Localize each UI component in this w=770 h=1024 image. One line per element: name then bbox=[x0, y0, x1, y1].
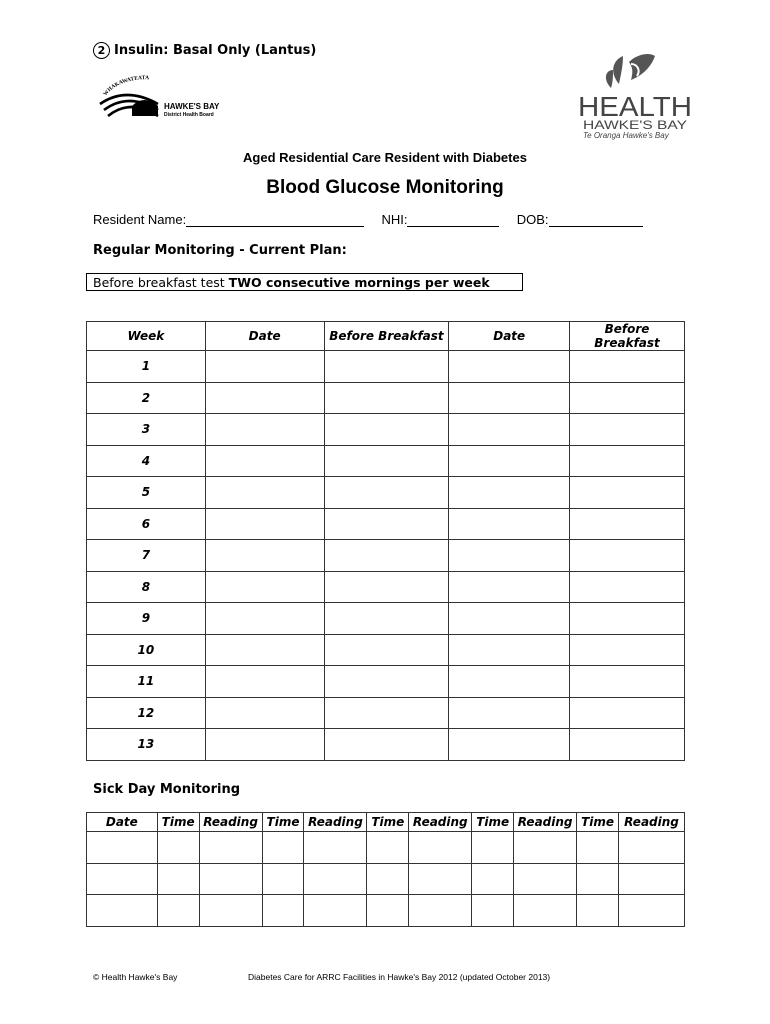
entry-cell[interactable] bbox=[324, 603, 449, 635]
footer-description: Diabetes Care for ARRC Facilities in Hawke's Bay 2012 (updated October 2013) bbox=[248, 972, 551, 982]
logo-name: HAWKE'S BAY bbox=[164, 102, 220, 111]
resident-details bbox=[93, 212, 693, 227]
entry-cell[interactable] bbox=[199, 863, 262, 895]
entry-cell[interactable] bbox=[262, 832, 304, 864]
entry-cell[interactable] bbox=[619, 832, 685, 864]
table-row bbox=[87, 832, 685, 864]
entry-cell[interactable] bbox=[449, 414, 570, 446]
number-badge: 2 bbox=[93, 42, 110, 59]
entry-cell[interactable] bbox=[449, 351, 570, 383]
entry-cell[interactable] bbox=[449, 445, 570, 477]
week-number-cell: 8 bbox=[87, 571, 206, 603]
entry-cell[interactable] bbox=[324, 666, 449, 698]
logo-subname: District Health Board bbox=[164, 112, 214, 118]
entry-cell[interactable] bbox=[472, 832, 514, 864]
entry-cell[interactable] bbox=[570, 445, 685, 477]
table-row bbox=[87, 382, 685, 414]
entry-cell[interactable] bbox=[449, 508, 570, 540]
document-subtitle: Aged Residential Care Resident with Diabetes bbox=[243, 150, 527, 165]
table-row bbox=[87, 351, 685, 383]
entry-cell[interactable] bbox=[409, 895, 472, 927]
entry-cell[interactable] bbox=[324, 540, 449, 572]
entry-cell[interactable] bbox=[205, 697, 324, 729]
table-row bbox=[87, 477, 685, 509]
entry-cell[interactable] bbox=[449, 666, 570, 698]
entry-cell[interactable] bbox=[157, 895, 199, 927]
logo-maori-name: Te Oranga Hawke's Bay bbox=[583, 131, 669, 140]
sick-day-header-cell: Reading bbox=[304, 813, 367, 832]
weekly-header-cell: Week bbox=[87, 322, 206, 351]
document-title: Blood Glucose Monitoring bbox=[266, 177, 504, 198]
entry-cell[interactable] bbox=[157, 863, 199, 895]
entry-cell[interactable] bbox=[324, 571, 449, 603]
sick-day-label: Sick Day Monitoring bbox=[93, 782, 241, 797]
sick-day-header-cell: Reading bbox=[619, 813, 685, 832]
entry-cell[interactable] bbox=[577, 863, 619, 895]
entry-cell[interactable] bbox=[570, 571, 685, 603]
dob-line[interactable] bbox=[549, 212, 643, 227]
sick-day-header-cell: Time bbox=[472, 813, 514, 832]
entry-cell[interactable] bbox=[205, 351, 324, 383]
entry-cell[interactable] bbox=[570, 666, 685, 698]
dob-label: DOB: bbox=[516, 212, 549, 227]
entry-cell[interactable] bbox=[324, 477, 449, 509]
entry-cell[interactable] bbox=[409, 832, 472, 864]
sick-day-header-cell: Reading bbox=[199, 813, 262, 832]
entry-cell[interactable] bbox=[205, 603, 324, 635]
entry-cell[interactable] bbox=[304, 895, 367, 927]
entry-cell[interactable] bbox=[205, 571, 324, 603]
table-row bbox=[87, 863, 685, 895]
table-row bbox=[87, 571, 685, 603]
entry-cell[interactable] bbox=[570, 382, 685, 414]
entry-cell[interactable] bbox=[570, 729, 685, 761]
entry-cell[interactable] bbox=[205, 414, 324, 446]
table-row bbox=[87, 508, 685, 540]
entry-cell[interactable] bbox=[87, 863, 158, 895]
entry-cell[interactable] bbox=[324, 508, 449, 540]
table-row bbox=[87, 666, 685, 698]
entry-cell[interactable] bbox=[262, 895, 304, 927]
resident-name-label: Resident Name: bbox=[93, 212, 187, 227]
entry-cell[interactable] bbox=[324, 697, 449, 729]
entry-cell[interactable] bbox=[570, 414, 685, 446]
entry-cell[interactable] bbox=[87, 895, 158, 927]
week-number-cell: 10 bbox=[87, 634, 206, 666]
entry-cell[interactable] bbox=[199, 832, 262, 864]
entry-cell[interactable] bbox=[304, 832, 367, 864]
sick-day-table bbox=[86, 812, 685, 927]
entry-cell[interactable] bbox=[514, 895, 577, 927]
entry-cell[interactable] bbox=[367, 863, 409, 895]
entry-cell[interactable] bbox=[324, 729, 449, 761]
footer-copyright: © Health Hawke's Bay bbox=[93, 972, 178, 982]
entry-cell[interactable] bbox=[449, 729, 570, 761]
table-row bbox=[87, 540, 685, 572]
entry-cell[interactable] bbox=[619, 863, 685, 895]
week-number-cell: 4 bbox=[87, 445, 206, 477]
weekly-header-cell: Before Breakfast bbox=[324, 322, 449, 351]
entry-cell[interactable] bbox=[514, 863, 577, 895]
week-number-cell: 9 bbox=[87, 603, 206, 635]
entry-cell[interactable] bbox=[205, 729, 324, 761]
entry-cell[interactable] bbox=[157, 832, 199, 864]
entry-cell[interactable] bbox=[199, 895, 262, 927]
entry-cell[interactable] bbox=[619, 895, 685, 927]
week-number-cell: 6 bbox=[87, 508, 206, 540]
entry-cell[interactable] bbox=[262, 863, 304, 895]
sick-day-header-cell: Time bbox=[577, 813, 619, 832]
entry-cell[interactable] bbox=[87, 832, 158, 864]
entry-cell[interactable] bbox=[367, 895, 409, 927]
entry-cell[interactable] bbox=[570, 477, 685, 509]
entry-cell[interactable] bbox=[205, 540, 324, 572]
plan-emphasis: TWO consecutive mornings per week bbox=[228, 275, 490, 290]
table-row bbox=[87, 729, 685, 761]
sick-day-header-cell: Time bbox=[367, 813, 409, 832]
entry-cell[interactable] bbox=[570, 508, 685, 540]
entry-cell[interactable] bbox=[409, 863, 472, 895]
week-number-cell: 12 bbox=[87, 697, 206, 729]
health-hawkes-bay-logo bbox=[575, 50, 695, 140]
nhi-label: NHI: bbox=[381, 212, 408, 227]
logo-arc-text: WHAKAWATEATA bbox=[102, 75, 150, 98]
table-row bbox=[87, 603, 685, 635]
sick-day-header-cell: Time bbox=[262, 813, 304, 832]
document-label bbox=[93, 42, 316, 59]
sick-day-header-cell: Reading bbox=[514, 813, 577, 832]
week-number-cell: 1 bbox=[87, 351, 206, 383]
table-row bbox=[87, 697, 685, 729]
entry-cell[interactable] bbox=[449, 634, 570, 666]
document-label-text: Insulin: Basal Only (Lantus) bbox=[114, 43, 317, 58]
entry-cell[interactable] bbox=[449, 477, 570, 509]
entry-cell[interactable] bbox=[472, 895, 514, 927]
plan-prefix: Before breakfast test bbox=[93, 275, 229, 290]
week-number-cell: 11 bbox=[87, 666, 206, 698]
entry-cell[interactable] bbox=[449, 540, 570, 572]
regular-monitoring-label: Regular Monitoring - Current Plan: bbox=[93, 243, 347, 258]
entry-cell[interactable] bbox=[514, 832, 577, 864]
week-number-cell: 3 bbox=[87, 414, 206, 446]
entry-cell[interactable] bbox=[324, 634, 449, 666]
entry-cell[interactable] bbox=[577, 832, 619, 864]
sick-day-header-cell: Time bbox=[157, 813, 199, 832]
logo-hawkes-bay: HAWKE'S BAY bbox=[583, 118, 687, 132]
week-number-cell: 7 bbox=[87, 540, 206, 572]
entry-cell[interactable] bbox=[205, 382, 324, 414]
entry-cell[interactable] bbox=[449, 571, 570, 603]
current-plan-box bbox=[86, 273, 523, 291]
entry-cell[interactable] bbox=[205, 666, 324, 698]
week-number-cell: 5 bbox=[87, 477, 206, 509]
sick-day-header-cell: Date bbox=[87, 813, 158, 832]
entry-cell[interactable] bbox=[324, 351, 449, 383]
entry-cell[interactable] bbox=[324, 414, 449, 446]
entry-cell[interactable] bbox=[449, 697, 570, 729]
entry-cell[interactable] bbox=[324, 382, 449, 414]
table-row bbox=[87, 445, 685, 477]
table-row bbox=[87, 414, 685, 446]
entry-cell[interactable] bbox=[205, 445, 324, 477]
entry-cell[interactable] bbox=[577, 895, 619, 927]
entry-cell[interactable] bbox=[449, 382, 570, 414]
table-row bbox=[87, 634, 685, 666]
entry-cell[interactable] bbox=[205, 508, 324, 540]
entry-cell[interactable] bbox=[205, 634, 324, 666]
hawkes-bay-dhb-logo bbox=[96, 70, 236, 120]
entry-cell[interactable] bbox=[570, 697, 685, 729]
sick-day-header-cell: Reading bbox=[409, 813, 472, 832]
entry-cell[interactable] bbox=[324, 445, 449, 477]
entry-cell[interactable] bbox=[472, 863, 514, 895]
weekly-header-cell: Date bbox=[205, 322, 324, 351]
resident-name-line[interactable] bbox=[186, 212, 364, 227]
entry-cell[interactable] bbox=[570, 540, 685, 572]
nhi-line[interactable] bbox=[407, 212, 499, 227]
entry-cell[interactable] bbox=[304, 863, 367, 895]
weekly-header-cell: Before Breakfast bbox=[570, 322, 685, 351]
entry-cell[interactable] bbox=[367, 832, 409, 864]
weekly-monitoring-table bbox=[86, 321, 685, 761]
entry-cell[interactable] bbox=[570, 603, 685, 635]
entry-cell[interactable] bbox=[205, 477, 324, 509]
table-row bbox=[87, 895, 685, 927]
week-number-cell: 13 bbox=[87, 729, 206, 761]
entry-cell[interactable] bbox=[570, 351, 685, 383]
weekly-header-cell: Date bbox=[449, 322, 570, 351]
entry-cell[interactable] bbox=[570, 634, 685, 666]
week-number-cell: 2 bbox=[87, 382, 206, 414]
logo-health: HEALTH bbox=[578, 91, 692, 122]
entry-cell[interactable] bbox=[449, 603, 570, 635]
